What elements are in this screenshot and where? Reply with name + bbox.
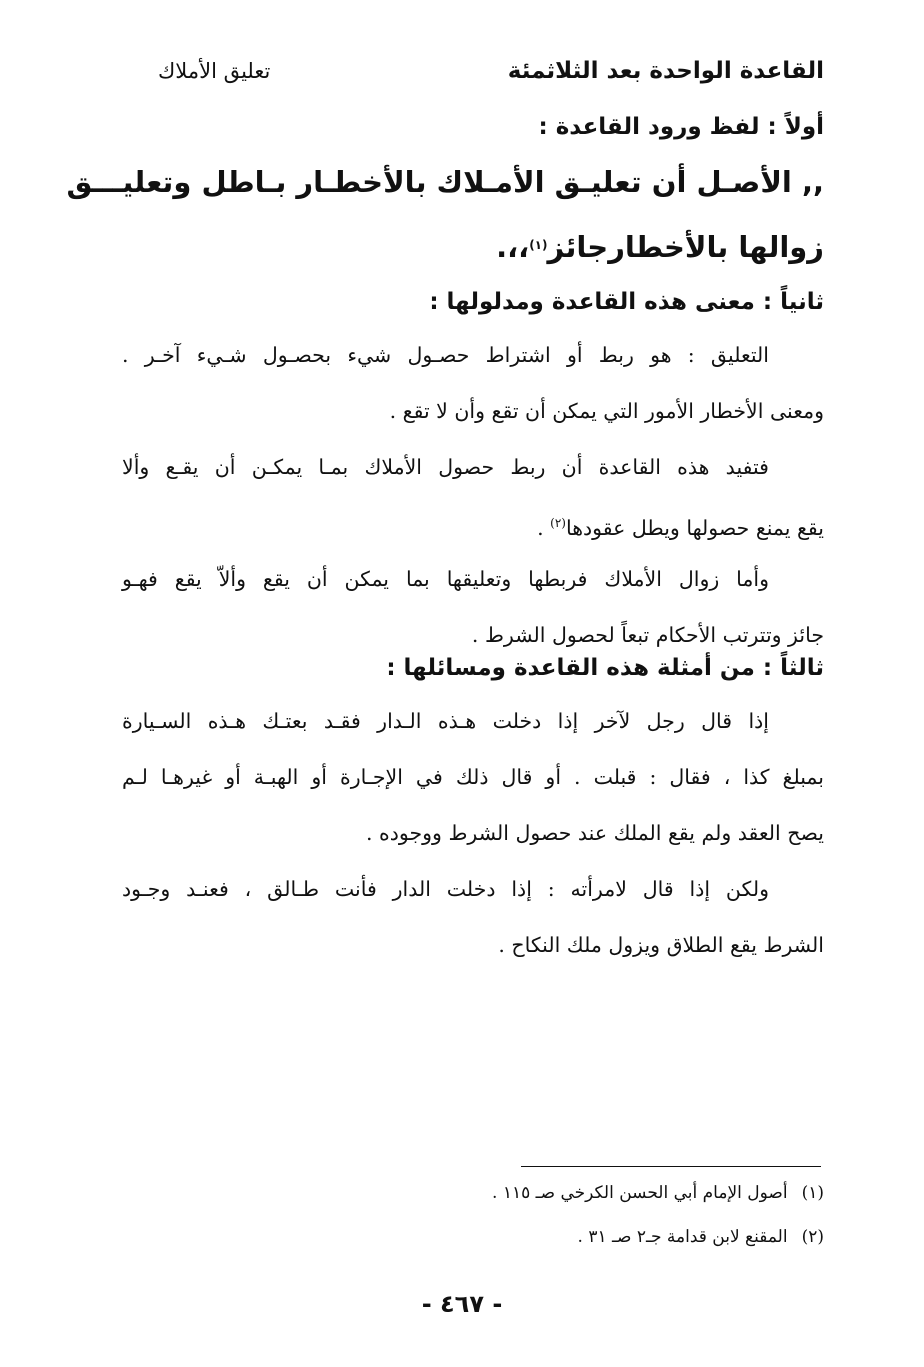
running-head-title: القاعدة الواحدة بعد الثلاثمئة: [507, 58, 824, 84]
footnote-ref-1[interactable]: (١): [529, 238, 548, 252]
footnote-2: [578, 1227, 824, 1247]
section-heading-examples: ثالثاً : من أمثلة هذه القاعدة ومسائلها :: [386, 655, 824, 681]
footnote-number: (٢): [801, 1227, 824, 1247]
text-line: التعليق : هو ربط أو اشتراط حصـول شيء بحصـول شـيء آخـر .: [122, 343, 769, 367]
text-line: جائز وتترتب الأحكام تبعاً لحصول الشرط .: [471, 623, 824, 647]
rule-text-line-2-end: ،،.: [496, 230, 530, 264]
text-line: فتفيد هذه القاعدة أن ربط حصول الأملاك بمـا يمكـن أن يقـع وألا: [122, 455, 769, 479]
footnote-1: [492, 1183, 824, 1203]
text-line: وأما زوال الأملاك فربطها وتعليقها بما يمكن أن يقع وألاّ يقع فهـو: [122, 567, 769, 591]
rule-text-line-1: ,, الأصـل أن تعليـق الأمـلاك بالأخطـار بـاطل وتعليـــق: [66, 165, 824, 199]
text-line: [122, 495, 824, 551]
running-head: [150, 58, 824, 98]
section-heading-wording: أولاً : لفظ ورود القاعدة :: [538, 114, 824, 140]
text-line-body: يقع يمنع حصولها ويطل عقودها: [565, 516, 824, 540]
text-line: ولكن إذا قال لامرأته : إذا دخلت الدار فأنت طـالق ، فعنـد وجـود: [122, 877, 769, 901]
meaning-paragraph: [122, 327, 824, 663]
text-line: إذا قال رجل لآخر إذا دخلت هـذه الـدار فقـد بعتـك هـذه السـيارة: [122, 709, 769, 733]
text-line: ومعنى الأخطار الأمور التي يمكن أن تقع وأن لا تقع .: [389, 399, 824, 423]
footnote-divider: [521, 1166, 821, 1167]
footnote-text: أصول الإمام أبي الحسن الكرخي صـ ١١٥ .: [492, 1183, 788, 1203]
page-number: - ٤٦٧ -: [421, 1290, 503, 1318]
text-line: الشرط يقع الطلاق ويزول ملك النكاح .: [498, 933, 824, 957]
footnote-number: (١): [801, 1183, 824, 1203]
footnote-ref-2[interactable]: (٢): [550, 516, 566, 530]
rule-text-line-2: [125, 230, 824, 264]
rule-text-line-2-body: زوالها بالأخطارجائز: [547, 230, 824, 264]
text-line-end: .: [537, 516, 551, 540]
section-heading-meaning: ثانياً : معنى هذه القاعدة ومدلولها :: [429, 289, 824, 315]
text-line: يصح العقد ولم يقع الملك عند حصول الشرط ووجوده .: [365, 821, 824, 845]
footnote-text: المقنع لابن قدامة جـ٢ صـ ٣١ .: [577, 1227, 788, 1247]
running-head-topic: تعليق الأملاك: [158, 59, 271, 83]
text-line: بمبلغ كذا ، فقال : قبلت . أو قال ذلك في الإجـارة أو الهبـة أو غيرهـا لـم: [122, 765, 824, 789]
examples-paragraph: [122, 693, 824, 973]
